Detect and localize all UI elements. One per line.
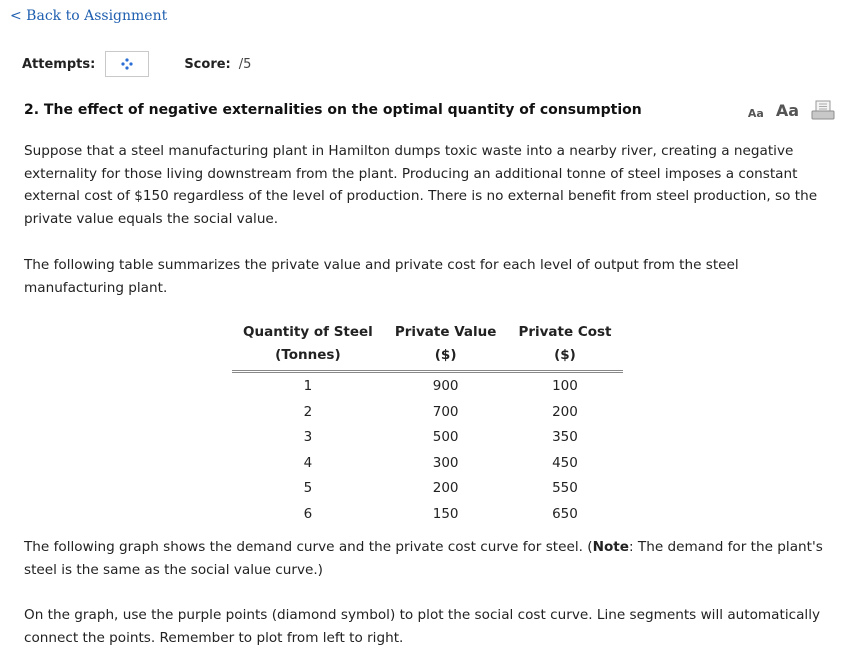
private-cost-cell: 100 (552, 378, 578, 394)
private-value-cell: 150 (432, 505, 459, 522)
graph-intro-paragraph: The following graph shows the demand curve and the private cost curve for steel. (Note: The demand for the plant's steel is the same as the social value curve.) (24, 539, 823, 578)
private-cost-cell: 350 (552, 429, 578, 445)
quantity-cell: 6 (303, 505, 313, 522)
private-cost-cell: 200 (552, 403, 578, 420)
table-row (232, 400, 623, 426)
private-value-cell: 900 (432, 378, 459, 394)
private-cost-header: Private Cost ($) (507, 321, 622, 372)
private-value-cell: 700 (432, 403, 459, 420)
score-label: Score: (184, 56, 231, 72)
table-intro-paragraph: The following table summarizes the private value and private cost for each level of output from the steel manufacturing plant. (24, 257, 739, 296)
table-row (232, 502, 623, 528)
quantity-header: Quantity of Steel (Tonnes) (232, 321, 384, 372)
quantity-cell: 1 (303, 378, 313, 394)
question-title: 2. The effect of negative externalities on the optimal quantity of consumption (24, 102, 642, 118)
private-cost-cell: 450 (552, 454, 578, 471)
private-cost-cell: 550 (552, 480, 578, 496)
attempts-label: Attempts: (22, 56, 96, 72)
private-value-cell: 200 (432, 480, 459, 496)
table-row (232, 372, 623, 400)
table-row (232, 476, 623, 502)
quantity-cell: 5 (303, 480, 313, 496)
value-cost-table (232, 321, 623, 527)
private-value-header: Private Value ($) (384, 321, 508, 372)
attempts-score-row (22, 50, 251, 78)
table-row (232, 425, 623, 451)
quantity-cell: 4 (303, 454, 313, 471)
table-row (232, 451, 623, 477)
font-size-decrease-button[interactable]: Aa (747, 107, 764, 120)
private-value-cell: 300 (432, 454, 459, 471)
loading-dots-icon (121, 58, 133, 70)
quantity-cell: 2 (303, 403, 313, 420)
private-value-cell: 500 (432, 429, 459, 445)
back-to-assignment-link[interactable]: < Back to Assignment (10, 8, 168, 24)
text-tools (748, 100, 835, 120)
instruction-paragraph: On the graph, use the purple points (diamond symbol) to plot the social cost curve. Line segments will automatically connect the points. Remember to plot from left to right. (24, 607, 821, 646)
quantity-cell: 3 (303, 429, 313, 445)
table-header-row (232, 321, 623, 372)
note-label: Note (592, 539, 630, 555)
private-cost-cell: 650 (552, 505, 578, 522)
attempts-box (105, 51, 149, 77)
intro-paragraph: Suppose that a steel manufacturing plant in Hamilton dumps toxic waste into a nearby river, creating a negative externality for those living downstream from the plant. Producing an additional tonne of steel imposes a constant external cost of $150 regardless of the level of production. There is no external benefit from steel production, so the private value equals the social value. (24, 143, 818, 227)
print-icon[interactable] (811, 100, 835, 120)
font-size-increase-button[interactable]: Aa (775, 101, 799, 120)
score-value: /5 (238, 56, 252, 72)
